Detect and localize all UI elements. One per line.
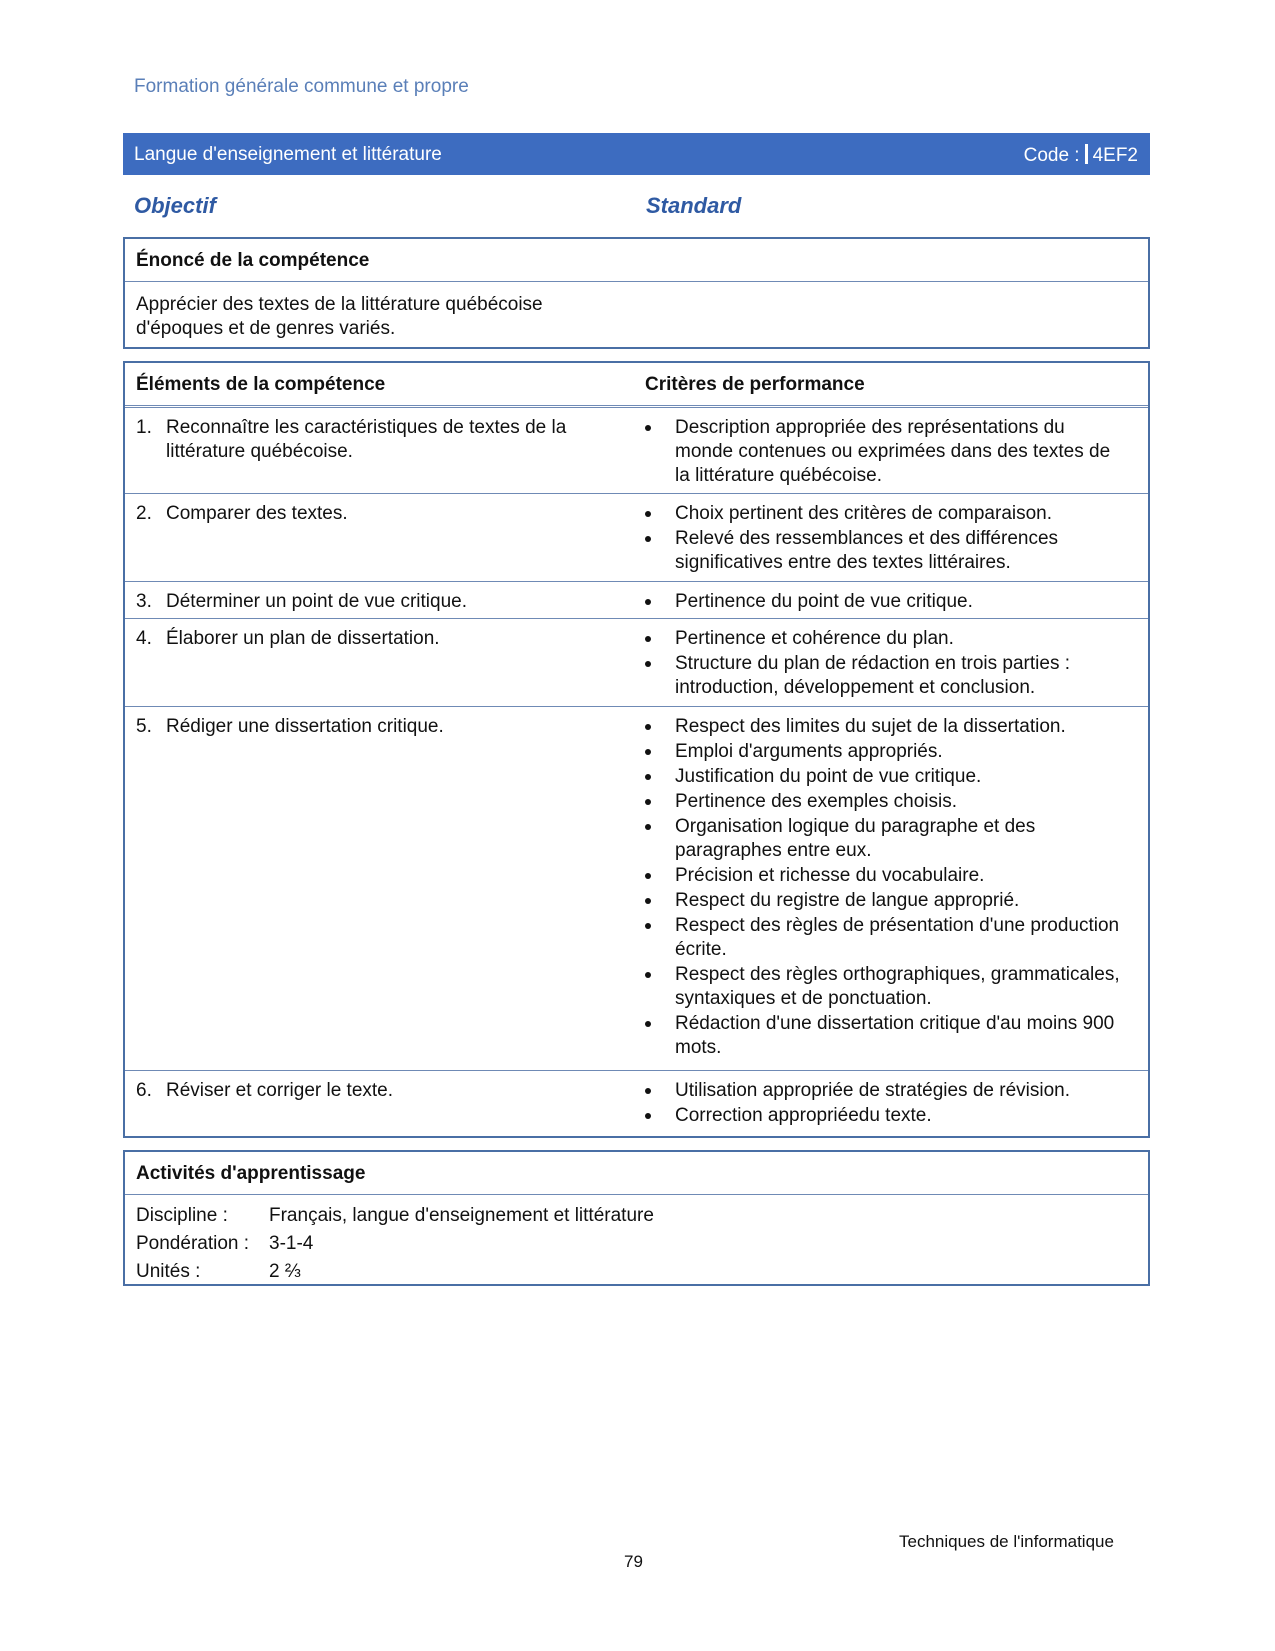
bullet-icon xyxy=(645,873,651,879)
weighting-line xyxy=(136,1233,313,1255)
bullet-icon xyxy=(645,923,651,929)
weighting-value: 3-1-4 xyxy=(269,1233,314,1254)
criterion-item xyxy=(645,590,1120,614)
statement-line: d'époques et de genres variés. xyxy=(136,318,396,339)
criterion-text: Rédaction d'une dissertation critique d'au moins 900 mots. xyxy=(675,1013,1115,1058)
table-row xyxy=(125,618,1148,707)
criterion-text: Pertinence du point de vue critique. xyxy=(675,591,973,612)
criterion-item xyxy=(645,963,1120,1011)
standard-heading: Standard xyxy=(646,193,742,218)
bullet-icon xyxy=(645,425,651,431)
element-number: 1. xyxy=(136,417,152,438)
bullet-icon xyxy=(645,749,651,755)
criterion-text: Utilisation appropriée de stratégies de révision. xyxy=(675,1080,1070,1101)
bullet-icon xyxy=(645,1113,651,1119)
competence-element xyxy=(136,715,606,739)
criterion-text: Correction appropriéedu texte. xyxy=(675,1105,932,1126)
statement-body xyxy=(136,293,596,341)
statement-line: Apprécier des textes de la littérature québécoise xyxy=(136,294,543,315)
bullet-icon xyxy=(645,536,651,542)
section-title: Formation générale commune et propre xyxy=(134,76,469,97)
bullet-icon xyxy=(645,972,651,978)
criterion-item xyxy=(645,889,1120,913)
objective-heading: Objectif xyxy=(134,193,216,218)
criterion-item xyxy=(645,740,1120,764)
statement-title: Énoncé de la compétence xyxy=(136,250,370,271)
criterion-item xyxy=(645,790,1120,814)
element-text: Rédiger une dissertation critique. xyxy=(166,716,444,737)
competence-table-header xyxy=(125,363,1148,406)
criterion-text: Précision et richesse du vocabulaire. xyxy=(675,865,985,886)
table-row xyxy=(125,1070,1148,1137)
criterion-item xyxy=(645,1012,1120,1060)
bullet-icon xyxy=(645,898,651,904)
competence-statement-box xyxy=(123,237,1150,349)
competence-element xyxy=(136,502,606,526)
criterion-text: Respect des règles orthographiques, grammaticales, syntaxiques et de ponctuation. xyxy=(675,964,1120,1009)
criteria-list xyxy=(645,502,1120,576)
activities-title: Activités d'apprentissage xyxy=(136,1163,366,1184)
criterion-item xyxy=(645,1079,1120,1103)
criterion-text: Emploi d'arguments appropriés. xyxy=(675,741,943,762)
criterion-text: Organisation logique du paragraphe et des paragraphes entre eux. xyxy=(675,816,1036,861)
criterion-item xyxy=(645,864,1120,888)
bullet-icon xyxy=(645,511,651,517)
criterion-text: Respect des règles de présentation d'une production écrite. xyxy=(675,915,1120,960)
units-line xyxy=(136,1261,301,1283)
competence-table xyxy=(123,361,1150,1138)
course-bar xyxy=(123,133,1150,175)
element-number: 5. xyxy=(136,716,152,737)
course-code: 4EF2 xyxy=(1092,145,1138,166)
discipline-line xyxy=(136,1205,654,1227)
element-number: 6. xyxy=(136,1080,152,1101)
criterion-item xyxy=(645,502,1120,526)
bullet-icon xyxy=(645,661,651,667)
criterion-item xyxy=(645,527,1120,575)
discipline-value: Français, langue d'enseignement et littérature xyxy=(269,1205,654,1226)
criterion-item xyxy=(645,815,1120,863)
element-text: Réviser et corriger le texte. xyxy=(166,1080,394,1101)
activities-header xyxy=(125,1152,1148,1195)
bullet-icon xyxy=(645,1021,651,1027)
course-code-group xyxy=(1024,144,1138,167)
units-label: Unités : xyxy=(136,1261,201,1282)
table-row xyxy=(125,493,1148,582)
competence-element xyxy=(136,627,606,651)
criterion-item xyxy=(645,1104,1120,1128)
criterion-text: Pertinence des exemples choisis. xyxy=(675,791,957,812)
element-number: 3. xyxy=(136,591,152,612)
bullet-icon xyxy=(645,636,651,642)
bullet-icon xyxy=(645,1088,651,1094)
bullet-icon xyxy=(645,599,651,605)
table-row xyxy=(125,581,1148,619)
criterion-text: Choix pertinent des critères de comparaison. xyxy=(675,503,1053,524)
criterion-item xyxy=(645,627,1120,651)
criterion-text: Respect des limites du sujet de la dissertation. xyxy=(675,716,1066,737)
element-number: 4. xyxy=(136,628,152,649)
bullet-icon xyxy=(645,824,651,830)
activities-box xyxy=(123,1150,1150,1286)
units-value: 2 ⅔ xyxy=(269,1261,301,1282)
criterion-text: Description appropriée des représentations du monde contenues ou exprimées dans des textes de la littérature québécoise. xyxy=(675,417,1111,486)
course-name: Langue d'enseignement et littérature xyxy=(134,144,442,165)
competence-element xyxy=(136,590,606,614)
course-code-label: Code : xyxy=(1023,145,1080,166)
criterion-text: Pertinence et cohérence du plan. xyxy=(675,628,954,649)
weighting-label: Pondération : xyxy=(136,1233,250,1254)
criteria-list xyxy=(645,627,1120,701)
criteria-title: Critères de performance xyxy=(645,374,865,395)
elements-title: Éléments de la compétence xyxy=(136,374,386,395)
element-text: Élaborer un plan de dissertation. xyxy=(166,628,440,649)
element-text: Comparer des textes. xyxy=(166,503,348,524)
criteria-list xyxy=(645,1079,1120,1129)
bullet-icon xyxy=(645,774,651,780)
table-row xyxy=(125,407,1148,494)
code-separator xyxy=(1085,144,1088,164)
footer-program: Techniques de l'informatique xyxy=(899,1532,1114,1551)
statement-header xyxy=(125,239,1148,282)
element-number: 2. xyxy=(136,503,152,524)
criterion-item xyxy=(645,765,1120,789)
criterion-item xyxy=(645,416,1120,488)
criterion-text: Relevé des ressemblances et des différences significatives entre des textes littéraires. xyxy=(675,528,1059,573)
criterion-item xyxy=(645,914,1120,962)
criterion-item xyxy=(645,715,1120,739)
table-row xyxy=(125,706,1148,1071)
bullet-icon xyxy=(645,799,651,805)
criteria-list xyxy=(645,715,1120,1061)
criteria-list xyxy=(645,590,1120,615)
discipline-label: Discipline : xyxy=(136,1205,228,1226)
criterion-text: Justification du point de vue critique. xyxy=(675,766,982,787)
criterion-text: Respect du registre de langue approprié. xyxy=(675,890,1020,911)
page-number: 79 xyxy=(624,1552,643,1571)
criterion-item xyxy=(645,652,1120,700)
element-text: Déterminer un point de vue critique. xyxy=(166,591,467,612)
criterion-text: Structure du plan de rédaction en trois parties : introduction, développement et conclusion. xyxy=(675,653,1071,698)
competence-element xyxy=(136,1079,606,1103)
bullet-icon xyxy=(645,724,651,730)
element-text: Reconnaître les caractéristiques de textes de la littérature québécoise. xyxy=(166,417,567,462)
competence-element xyxy=(136,416,606,464)
criteria-list xyxy=(645,416,1120,489)
